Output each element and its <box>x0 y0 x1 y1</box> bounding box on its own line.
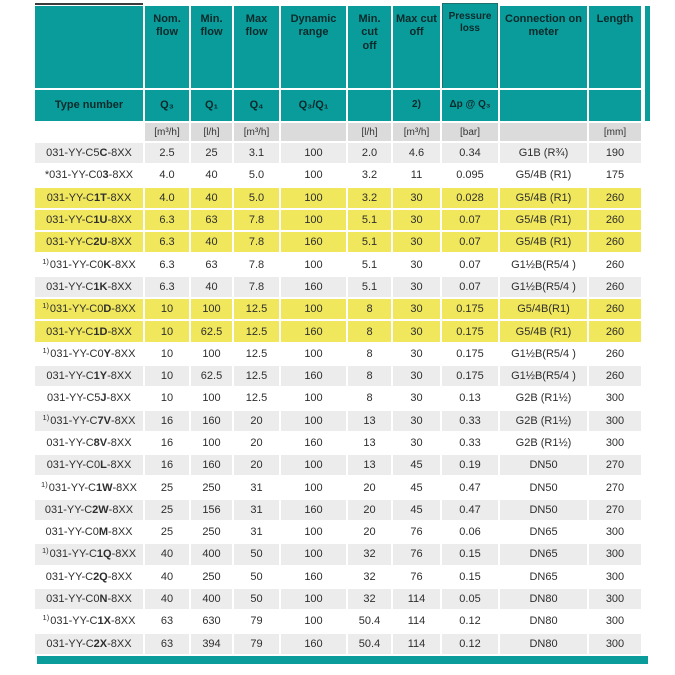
cell-max-cut-off: 30 <box>393 344 440 364</box>
cell-min-flow: 250 <box>191 567 232 587</box>
col-header-max-cut-off: Max cut off <box>393 6 440 88</box>
type-number-cell: 031-YY-C 8V -8XX <box>35 433 143 453</box>
cell-dynamic-range: 100 <box>281 455 346 475</box>
cell-max-flow: 20 <box>234 455 279 475</box>
cell-max-cut-off: 30 <box>393 232 440 252</box>
cell-nom-flow: 40 <box>145 589 189 609</box>
symbol-connection <box>500 90 587 121</box>
cell-max-cut-off: 30 <box>393 411 440 431</box>
cell-min-flow: 400 <box>191 589 232 609</box>
cell-connection: G1B (R¾) <box>500 143 587 163</box>
table-row <box>35 388 641 408</box>
type-number-cell: 1) 031-YY-C 1W -8XX <box>35 477 143 497</box>
type-number-cell: 031-YY-C0 N -8XX <box>35 589 143 609</box>
cell-max-cut-off: 114 <box>393 589 440 609</box>
cell-min-flow: 100 <box>191 388 232 408</box>
cell-min-flow: 156 <box>191 500 232 520</box>
cell-max-flow: 7.8 <box>234 254 279 274</box>
unit-max-cut-off: [m³/h] <box>393 123 440 141</box>
cell-nom-flow: 10 <box>145 366 189 386</box>
cell-pressure-loss: 0.175 <box>442 366 498 386</box>
cell-length: 300 <box>589 567 641 587</box>
cell-connection: G1½B(R5/4 ) <box>500 366 587 386</box>
cell-nom-flow: 10 <box>145 299 189 319</box>
type-number-cell: 031-YY-C 1T -8XX <box>35 188 143 208</box>
cell-length: 260 <box>589 321 641 341</box>
cell-connection: DN80 <box>500 611 587 631</box>
table-row <box>35 143 641 163</box>
cell-max-cut-off: 30 <box>393 254 440 274</box>
type-number-cell: 031-YY-C 2X -8XX <box>35 634 143 654</box>
cell-max-flow: 12.5 <box>234 366 279 386</box>
type-number-cell: 031-YY-C 1U -8XX <box>35 210 143 230</box>
cell-connection: DN50 <box>500 455 587 475</box>
cell-dynamic-range: 100 <box>281 544 346 564</box>
table-header-top <box>35 6 641 88</box>
cell-min-cut-off: 20 <box>348 477 391 497</box>
cell-nom-flow: 40 <box>145 544 189 564</box>
cell-dynamic-range: 100 <box>281 210 346 230</box>
footnote-ref-2: 2) <box>393 90 440 121</box>
col-header-max-flow: Max flow <box>234 6 279 88</box>
table-row <box>35 433 641 453</box>
unit-min-cut-off: [l/h] <box>348 123 391 141</box>
table-row <box>35 254 641 274</box>
cell-dynamic-range: 100 <box>281 299 346 319</box>
cell-pressure-loss: 0.07 <box>442 232 498 252</box>
table-header-symbols <box>35 90 641 121</box>
cell-max-cut-off: 30 <box>393 277 440 297</box>
cell-min-cut-off: 3.2 <box>348 165 391 185</box>
spec-table <box>35 6 641 664</box>
cell-nom-flow: 10 <box>145 321 189 341</box>
cell-connection: DN50 <box>500 477 587 497</box>
cell-connection: G1½B(R5/4 ) <box>500 254 587 274</box>
cell-connection: G2B (R1½) <box>500 388 587 408</box>
table-row <box>35 411 641 431</box>
cell-min-cut-off: 5.1 <box>348 254 391 274</box>
cell-length: 190 <box>589 143 641 163</box>
table-row <box>35 611 641 631</box>
cell-dynamic-range: 160 <box>281 277 346 297</box>
cell-length: 300 <box>589 388 641 408</box>
table-row <box>35 589 641 609</box>
cell-nom-flow: 6.3 <box>145 232 189 252</box>
cell-length: 260 <box>589 366 641 386</box>
cell-dynamic-range: 100 <box>281 411 346 431</box>
cell-min-cut-off: 8 <box>348 321 391 341</box>
cell-min-cut-off: 8 <box>348 366 391 386</box>
cell-max-flow: 20 <box>234 411 279 431</box>
cell-length: 260 <box>589 299 641 319</box>
cell-nom-flow: 16 <box>145 455 189 475</box>
cell-min-flow: 63 <box>191 254 232 274</box>
cell-connection: DN65 <box>500 522 587 542</box>
cell-min-flow: 250 <box>191 522 232 542</box>
cell-min-flow: 63 <box>191 210 232 230</box>
cell-nom-flow: 63 <box>145 611 189 631</box>
cell-max-cut-off: 4.6 <box>393 143 440 163</box>
cell-min-cut-off: 2.0 <box>348 143 391 163</box>
symbol-q4: Q₄ <box>234 90 279 121</box>
cell-min-cut-off: 8 <box>348 299 391 319</box>
col-header-length: Length <box>589 6 641 88</box>
cell-nom-flow: 25 <box>145 522 189 542</box>
table-row <box>35 634 641 654</box>
cell-min-flow: 40 <box>191 277 232 297</box>
cell-nom-flow: 16 <box>145 433 189 453</box>
type-number-cell: 1) 031-YY-C 1X -8XX <box>35 611 143 631</box>
table-row <box>35 188 641 208</box>
cell-pressure-loss: 0.12 <box>442 634 498 654</box>
cell-pressure-loss: 0.028 <box>442 188 498 208</box>
cell-nom-flow: 6.3 <box>145 254 189 274</box>
symbol-min-cut-off <box>348 90 391 121</box>
table-row <box>35 544 641 564</box>
cell-max-flow: 12.5 <box>234 321 279 341</box>
cell-nom-flow: 10 <box>145 388 189 408</box>
type-number-cell: 031-YY-C 1K -8XX <box>35 277 143 297</box>
bottom-bar <box>37 656 648 664</box>
cell-min-cut-off: 8 <box>348 344 391 364</box>
cell-max-flow: 7.8 <box>234 210 279 230</box>
cell-max-cut-off: 76 <box>393 567 440 587</box>
cell-dynamic-range: 160 <box>281 433 346 453</box>
cell-max-cut-off: 30 <box>393 188 440 208</box>
cell-connection: G5/4B (R1) <box>500 321 587 341</box>
cell-max-cut-off: 45 <box>393 500 440 520</box>
cell-connection: G1½B(R5/4 ) <box>500 344 587 364</box>
cell-min-flow: 40 <box>191 165 232 185</box>
cell-min-cut-off: 5.1 <box>348 232 391 252</box>
cell-max-flow: 31 <box>234 500 279 520</box>
cell-pressure-loss: 0.15 <box>442 567 498 587</box>
cell-max-flow: 12.5 <box>234 388 279 408</box>
type-number-cell: 031-YY-C 1D -8XX <box>35 321 143 341</box>
cell-max-flow: 20 <box>234 433 279 453</box>
unit-max-flow: [m³/h] <box>234 123 279 141</box>
cell-max-cut-off: 30 <box>393 433 440 453</box>
units-row <box>35 123 641 141</box>
cell-pressure-loss: 0.15 <box>442 544 498 564</box>
symbol-q3: Q₃ <box>145 90 189 121</box>
table-row <box>35 477 641 497</box>
units-type-space <box>35 123 143 141</box>
cell-dynamic-range: 100 <box>281 477 346 497</box>
table-row <box>35 210 641 230</box>
symbol-q3-q1: Q₃/Q₁ <box>281 90 346 121</box>
cell-dynamic-range: 160 <box>281 634 346 654</box>
cell-nom-flow: 6.3 <box>145 210 189 230</box>
cell-length: 300 <box>589 433 641 453</box>
cell-nom-flow: 10 <box>145 344 189 364</box>
cell-length: 270 <box>589 477 641 497</box>
table-row <box>35 299 641 319</box>
cell-connection: DN50 <box>500 500 587 520</box>
cell-min-cut-off: 32 <box>348 589 391 609</box>
cell-max-flow: 12.5 <box>234 299 279 319</box>
cell-pressure-loss: 0.05 <box>442 589 498 609</box>
cell-min-flow: 40 <box>191 188 232 208</box>
cell-max-cut-off: 30 <box>393 321 440 341</box>
cell-connection: G5/4B(R1) <box>500 299 587 319</box>
cell-max-cut-off: 30 <box>393 299 440 319</box>
cell-nom-flow: 40 <box>145 567 189 587</box>
cell-pressure-loss: 0.13 <box>442 388 498 408</box>
cell-connection: G5/4B (R1) <box>500 232 587 252</box>
cell-dynamic-range: 100 <box>281 344 346 364</box>
cell-min-cut-off: 13 <box>348 411 391 431</box>
cell-length: 300 <box>589 411 641 431</box>
cell-min-flow: 100 <box>191 299 232 319</box>
cell-connection: DN65 <box>500 544 587 564</box>
cell-max-flow: 12.5 <box>234 344 279 364</box>
cell-pressure-loss: 0.19 <box>442 455 498 475</box>
type-number-cell: 1) 031-YY-C 1Q -8XX <box>35 544 143 564</box>
cell-dynamic-range: 100 <box>281 522 346 542</box>
cell-dynamic-range: 100 <box>281 188 346 208</box>
cell-length: 260 <box>589 210 641 230</box>
cell-length: 270 <box>589 500 641 520</box>
cell-min-cut-off: 50.4 <box>348 634 391 654</box>
cell-dynamic-range: 160 <box>281 500 346 520</box>
cell-length: 300 <box>589 589 641 609</box>
right-edge-strip <box>645 6 650 121</box>
type-number-cell: 1) 031-YY-C 7V -8XX <box>35 411 143 431</box>
cell-dynamic-range: 100 <box>281 165 346 185</box>
type-number-cell: 031-YY-C 2W -8XX <box>35 500 143 520</box>
cell-nom-flow: 25 <box>145 477 189 497</box>
type-number-cell: 1) 031-YY-C0 D -8XX <box>35 299 143 319</box>
cell-dynamic-range: 100 <box>281 254 346 274</box>
symbol-q1: Q₁ <box>191 90 232 121</box>
cell-nom-flow: 4.0 <box>145 188 189 208</box>
cell-pressure-loss: 0.095 <box>442 165 498 185</box>
cell-min-flow: 400 <box>191 544 232 564</box>
cell-min-cut-off: 13 <box>348 455 391 475</box>
type-number-header: Type number <box>35 90 143 121</box>
cell-dynamic-range: 100 <box>281 589 346 609</box>
type-number-cell: 031-YY-C 2U -8XX <box>35 232 143 252</box>
cell-min-flow: 250 <box>191 477 232 497</box>
cell-dynamic-range: 160 <box>281 366 346 386</box>
unit-connection <box>500 123 587 141</box>
unit-dynamic-range <box>281 123 346 141</box>
cell-connection: DN80 <box>500 634 587 654</box>
cell-dynamic-range: 100 <box>281 143 346 163</box>
cell-connection: DN80 <box>500 589 587 609</box>
cell-connection: G1½B(R5/4 ) <box>500 277 587 297</box>
cell-min-flow: 630 <box>191 611 232 631</box>
cell-pressure-loss: 0.175 <box>442 344 498 364</box>
cell-max-flow: 5.0 <box>234 188 279 208</box>
table-row <box>35 455 641 475</box>
cell-length: 260 <box>589 254 641 274</box>
cell-min-cut-off: 5.1 <box>348 210 391 230</box>
cell-nom-flow: 16 <box>145 411 189 431</box>
cell-min-cut-off: 3.2 <box>348 188 391 208</box>
type-number-cell: *031-YY-C0 3 -8XX <box>35 165 143 185</box>
col-header-connection: Connection on meter <box>500 6 587 88</box>
cell-nom-flow: 4.0 <box>145 165 189 185</box>
symbol-delta-p: Δp @ Q₃ <box>442 90 498 121</box>
type-number-cell: 031-YY-C5 J -8XX <box>35 388 143 408</box>
cell-dynamic-range: 160 <box>281 567 346 587</box>
table-row <box>35 277 641 297</box>
cell-dynamic-range: 160 <box>281 232 346 252</box>
cell-length: 300 <box>589 634 641 654</box>
cell-pressure-loss: 0.47 <box>442 500 498 520</box>
cell-connection: G2B (R1½) <box>500 433 587 453</box>
table-row <box>35 500 641 520</box>
type-number-cell: 1) 031-YY-C0 Y -8XX <box>35 344 143 364</box>
cell-max-flow: 79 <box>234 611 279 631</box>
cell-max-flow: 31 <box>234 477 279 497</box>
cell-max-flow: 79 <box>234 634 279 654</box>
cell-pressure-loss: 0.12 <box>442 611 498 631</box>
table-row <box>35 321 641 341</box>
cell-length: 300 <box>589 522 641 542</box>
table-row <box>35 567 641 587</box>
type-number-cell: 031-YY-C 1Y -8XX <box>35 366 143 386</box>
table-body <box>35 143 641 654</box>
cell-min-flow: 25 <box>191 143 232 163</box>
cell-max-cut-off: 11 <box>393 165 440 185</box>
cell-min-cut-off: 5.1 <box>348 277 391 297</box>
cell-min-cut-off: 50.4 <box>348 611 391 631</box>
cell-connection: G5/4B (R1) <box>500 188 587 208</box>
cell-nom-flow: 6.3 <box>145 277 189 297</box>
cell-min-flow: 160 <box>191 455 232 475</box>
cell-max-flow: 7.8 <box>234 232 279 252</box>
cell-nom-flow: 63 <box>145 634 189 654</box>
type-number-cell: 031-YY-C5 C -8XX <box>35 143 143 163</box>
cell-max-cut-off: 45 <box>393 455 440 475</box>
cell-min-flow: 100 <box>191 433 232 453</box>
cell-connection: G2B (R1½) <box>500 411 587 431</box>
table-row <box>35 522 641 542</box>
cell-max-cut-off: 114 <box>393 611 440 631</box>
unit-length: [mm] <box>589 123 641 141</box>
type-number-cell: 1) 031-YY-C0 K -8XX <box>35 254 143 274</box>
cell-max-flow: 50 <box>234 567 279 587</box>
cell-pressure-loss: 0.07 <box>442 254 498 274</box>
cell-length: 260 <box>589 344 641 364</box>
cell-dynamic-range: 100 <box>281 388 346 408</box>
col-header-pressure-loss: Pressure loss <box>442 3 498 88</box>
cell-min-cut-off: 32 <box>348 544 391 564</box>
cell-min-cut-off: 20 <box>348 522 391 542</box>
type-number-cell: 031-YY-C 2Q -8XX <box>35 567 143 587</box>
cell-length: 270 <box>589 455 641 475</box>
cell-dynamic-range: 100 <box>281 611 346 631</box>
type-number-cell: 031-YY-C0 M -8XX <box>35 522 143 542</box>
cell-nom-flow: 2.5 <box>145 143 189 163</box>
cell-min-flow: 40 <box>191 232 232 252</box>
table-row <box>35 232 641 252</box>
cell-length: 300 <box>589 611 641 631</box>
cell-max-cut-off: 30 <box>393 388 440 408</box>
cell-length: 300 <box>589 544 641 564</box>
cell-length: 260 <box>589 232 641 252</box>
table-row <box>35 344 641 364</box>
cell-pressure-loss: 0.33 <box>442 411 498 431</box>
cell-pressure-loss: 0.33 <box>442 433 498 453</box>
cell-max-cut-off: 45 <box>393 477 440 497</box>
cell-min-flow: 62.5 <box>191 321 232 341</box>
type-column-top-line <box>35 3 143 5</box>
cell-max-cut-off: 114 <box>393 634 440 654</box>
cell-min-cut-off: 8 <box>348 388 391 408</box>
cell-max-cut-off: 76 <box>393 522 440 542</box>
cell-connection: G5/4B (R1) <box>500 165 587 185</box>
cell-max-cut-off: 30 <box>393 366 440 386</box>
cell-max-flow: 7.8 <box>234 277 279 297</box>
cell-pressure-loss: 0.34 <box>442 143 498 163</box>
cell-pressure-loss: 0.175 <box>442 299 498 319</box>
cell-min-cut-off: 20 <box>348 500 391 520</box>
col-header-min-flow: Min. flow <box>191 6 232 88</box>
type-column-header-space <box>35 6 143 88</box>
cell-max-flow: 3.1 <box>234 143 279 163</box>
cell-max-cut-off: 76 <box>393 544 440 564</box>
cell-length: 260 <box>589 277 641 297</box>
cell-max-cut-off: 30 <box>393 210 440 230</box>
unit-pressure-loss: [bar] <box>442 123 498 141</box>
cell-min-cut-off: 32 <box>348 567 391 587</box>
type-number-cell: 031-YY-C0 L -8XX <box>35 455 143 475</box>
cell-max-flow: 50 <box>234 544 279 564</box>
symbol-length <box>589 90 641 121</box>
col-header-nom-flow: Nom. flow <box>145 6 189 88</box>
cell-min-flow: 100 <box>191 344 232 364</box>
table-row <box>35 165 641 185</box>
unit-nom-flow: [m³/h] <box>145 123 189 141</box>
cell-max-flow: 31 <box>234 522 279 542</box>
col-header-min-cut-off: Min. cut off <box>348 6 391 88</box>
cell-connection: G5/4B (R1) <box>500 210 587 230</box>
cell-pressure-loss: 0.07 <box>442 277 498 297</box>
cell-pressure-loss: 0.175 <box>442 321 498 341</box>
cell-length: 175 <box>589 165 641 185</box>
cell-nom-flow: 25 <box>145 500 189 520</box>
cell-dynamic-range: 160 <box>281 321 346 341</box>
cell-connection: DN65 <box>500 567 587 587</box>
cell-min-cut-off: 13 <box>348 433 391 453</box>
cell-min-flow: 394 <box>191 634 232 654</box>
cell-length: 260 <box>589 188 641 208</box>
cell-pressure-loss: 0.06 <box>442 522 498 542</box>
cell-max-flow: 5.0 <box>234 165 279 185</box>
table-row <box>35 366 641 386</box>
col-header-dynamic-range: Dynamic range <box>281 6 346 88</box>
cell-pressure-loss: 0.47 <box>442 477 498 497</box>
cell-min-flow: 160 <box>191 411 232 431</box>
cell-min-flow: 62.5 <box>191 366 232 386</box>
cell-pressure-loss: 0.07 <box>442 210 498 230</box>
unit-min-flow: [l/h] <box>191 123 232 141</box>
cell-max-flow: 50 <box>234 589 279 609</box>
